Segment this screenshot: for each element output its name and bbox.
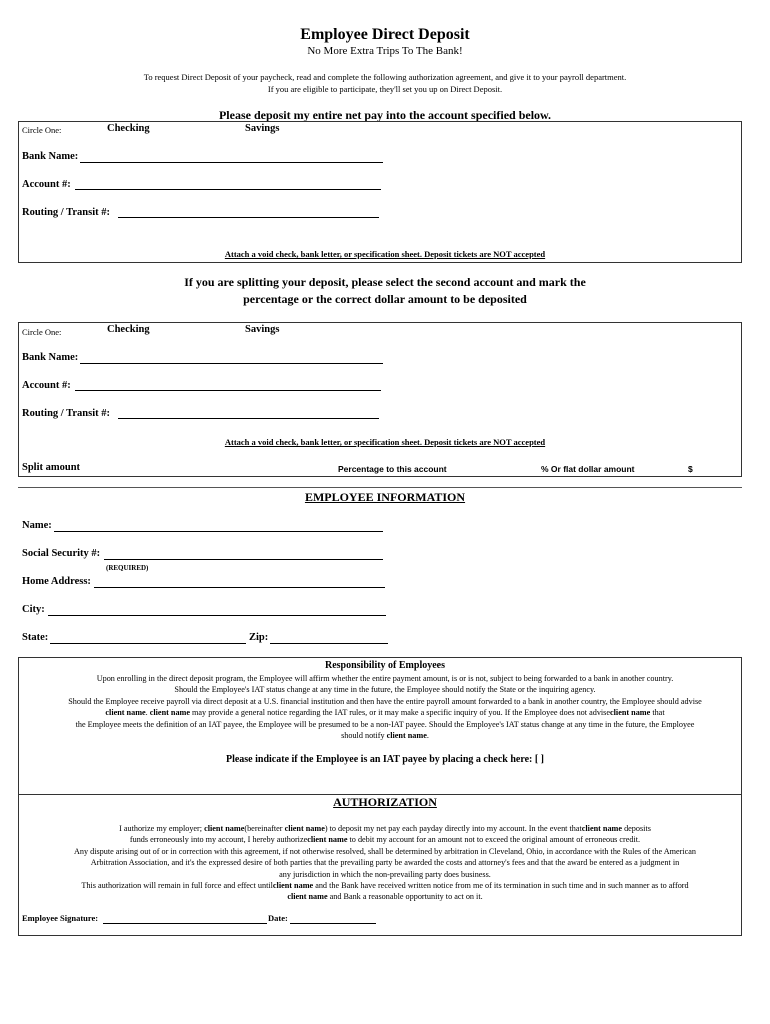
employee-info-heading: EMPLOYEE INFORMATION — [304, 490, 466, 504]
signature-label: Employee Signature: — [22, 913, 99, 923]
responsibility-p2: Should the Employee's IAT status change at any time in the future, the Employee should notify the State or the inquiring agency. — [174, 685, 596, 695]
client-name: client name — [284, 824, 325, 833]
split-routing-field[interactable] — [118, 418, 379, 419]
split-account-box — [18, 322, 742, 477]
responsibility-heading: Responsibility of Employees — [324, 660, 445, 671]
responsibility-p1: Upon enrolling in the direct deposit program, the Employee will affirm whether the entire payment amount, is or is not, subject to being forwarded to a bank in another country. — [96, 674, 674, 683]
client-name: client name — [204, 824, 245, 833]
zip-label: Zip: — [249, 632, 269, 643]
auth-line-2: funds erroneously into my account, I hereby authorizeclient name to debit my account for an amount not to exceed the original amount of erroneous credit. — [129, 835, 641, 845]
client-name: client name — [287, 892, 328, 902]
authorization-heading: AUTHORIZATION — [333, 795, 437, 809]
signature-field[interactable] — [103, 923, 267, 924]
responsibility-p4: the Employee meets the definition of an IAT payee, the Employee will be presumed to be a non-IAT payee. Should the Employee's IAT status change at any time in the future, the Employee — [75, 719, 695, 729]
auth-line-4: Arbitration Association, and it's the expressed desire of both parties that the prevailing party be awarded the costs and attorney's fees and that the award be entered as a judgment in — [90, 858, 680, 868]
split-heading-line-1: If you are splitting your deposit, please select the second account and mark the — [184, 275, 586, 289]
ssn-field[interactable] — [104, 559, 383, 560]
responsibility-p3a: Should the Employee receive payroll via direct deposit at a U.S. financial institution and then have the entire payroll amount forwarded to a bank in another country, the Employee should advise — [68, 696, 702, 706]
authorization-text — [22, 823, 748, 903]
auth-line-3: Any dispute arising out of or in correction with this agreement, if not otherwise resolved, shall be determined by arbitration in Cleveland, Ohio, in accordance with the Rules of the American — [73, 846, 697, 856]
split-circle-one-label: Circle One: — [22, 327, 62, 337]
split-savings-option[interactable]: Savings — [245, 324, 280, 335]
responsibility-p3b: may provide a general notice regarding the IAT rules, or it may make a specific inquiry of you. If the Employee does not advise — [192, 708, 611, 718]
client-name: client name — [272, 881, 314, 891]
client-name: client name — [149, 708, 190, 718]
split-heading-line-2: percentage or the correct dollar amount to be deposited — [243, 292, 527, 306]
split-routing-label: Routing / Transit #: — [22, 408, 110, 419]
split-bank-name-label: Bank Name: — [22, 352, 79, 363]
auth-line-7: client name and Bank a reasonable opportunity to act on it. — [287, 892, 483, 902]
dollar-sign: $ — [688, 464, 693, 474]
attach-note: Attach a void check, bank letter, or specification sheet. Deposit tickets are NOT accepted — [224, 249, 546, 259]
home-address-label: Home Address: — [22, 576, 91, 587]
routing-label: Routing / Transit #: — [22, 207, 110, 218]
client-name: client name — [610, 708, 651, 718]
responsibility-p3c: that — [652, 708, 665, 718]
client-name: client name — [105, 708, 146, 718]
intro-line-2: If you are eligible to participate, they'll set you up on Direct Deposit. — [267, 84, 503, 94]
responsibility-text — [22, 673, 748, 741]
home-address-field[interactable] — [94, 587, 385, 588]
section-divider — [18, 487, 742, 488]
primary-account-box — [18, 121, 742, 263]
employee-name-field[interactable] — [54, 531, 383, 532]
auth-line-6: This authorization will remain in full force and effect untilclient name and the Bank have received written notice from me of its termination in such time and in such manner as to afford — [81, 881, 689, 891]
zip-field[interactable] — [270, 643, 388, 644]
split-bank-name-field[interactable] — [80, 363, 383, 364]
client-name: client name — [581, 824, 623, 833]
date-field[interactable] — [290, 923, 376, 924]
employee-name-label: Name: — [22, 520, 52, 531]
bank-name-field[interactable] — [80, 162, 383, 163]
form-subtitle: No More Extra Trips To The Bank! — [307, 45, 463, 57]
form-title: Employee Direct Deposit — [300, 26, 470, 43]
intro-line-1: To request Direct Deposit of your paycheck, read and complete the following authorization agreement, and give it to your payroll department. — [143, 72, 627, 82]
ssn-required-note: (REQUIRED) — [106, 564, 149, 572]
responsibility-p5: should notify client name. — [341, 731, 429, 741]
savings-option[interactable]: Savings — [245, 123, 280, 134]
client-name: client name — [386, 731, 427, 741]
primary-heading: Please deposit my entire net pay into the account specified below. — [218, 108, 552, 122]
state-field[interactable] — [50, 643, 246, 644]
responsibility-p3: client name. client name may provide a general notice regarding the IAT rules, or it may make a specific inquiry of you. If the Employee does not adviseclient name that — [105, 708, 665, 718]
state-label: State: — [22, 632, 49, 643]
flat-amount-label: % Or flat dollar amount — [541, 464, 635, 474]
date-label: Date: — [268, 913, 288, 923]
account-field[interactable] — [75, 189, 381, 190]
city-label: City: — [22, 604, 45, 615]
ssn-label: Social Security #: — [22, 548, 101, 559]
circle-one-label: Circle One: — [22, 125, 62, 135]
account-label: Account #: — [22, 179, 71, 190]
client-name: client name — [307, 835, 348, 845]
split-amount-label: Split amount — [22, 462, 81, 473]
auth-line-5: any jurisdiction in which the non-prevailing party does business. — [279, 869, 491, 879]
split-checking-option[interactable]: Checking — [107, 324, 150, 335]
checking-option[interactable]: Checking — [107, 123, 150, 134]
auth-line-1: I authorize my employer; client name(bereinafter client name) to deposit my net pay each payday directly into my account. In the event thatclient name deposits — [119, 824, 651, 833]
iat-check-prompt[interactable]: Please indicate if the Employee is an IAT payee by placing a check here: [ ] — [225, 754, 545, 765]
split-account-field[interactable] — [75, 390, 381, 391]
split-account-label: Account #: — [22, 380, 71, 391]
split-attach-note: Attach a void check, bank letter, or specification sheet. Deposit tickets are NOT accepted — [224, 437, 546, 447]
bank-name-label: Bank Name: — [22, 151, 79, 162]
routing-field[interactable] — [118, 217, 379, 218]
percentage-label: Percentage to this account — [338, 464, 447, 474]
city-field[interactable] — [48, 615, 386, 616]
